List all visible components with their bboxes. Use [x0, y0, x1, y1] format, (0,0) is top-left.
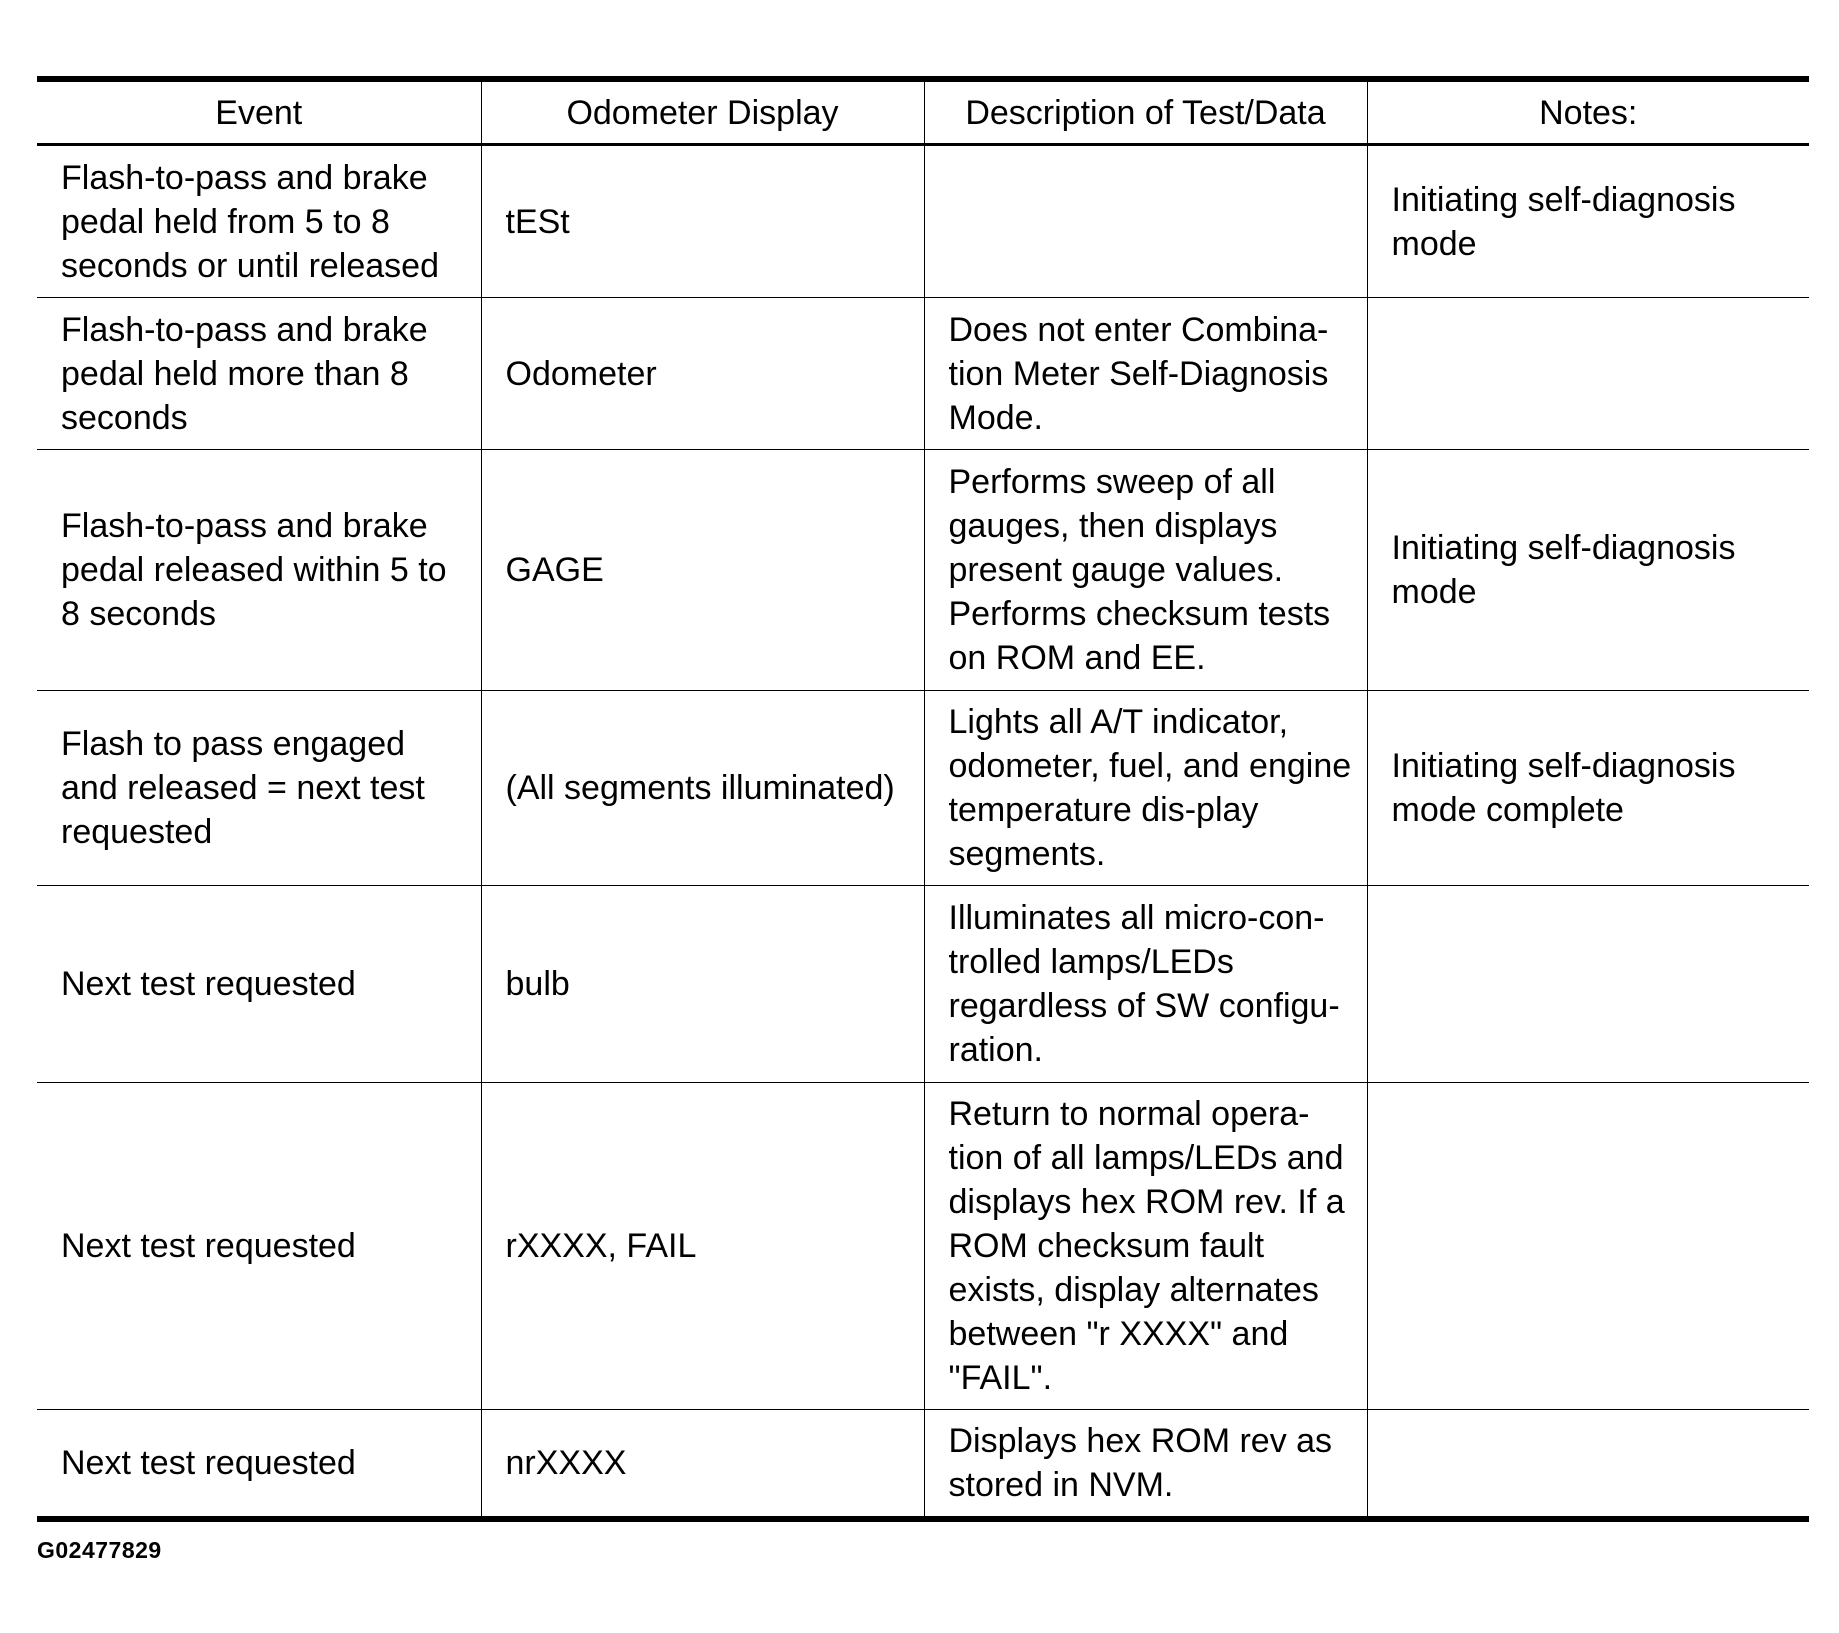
table-row	[37, 886, 1809, 1083]
cell-display: bulb	[481, 886, 924, 1083]
table-row	[37, 450, 1809, 691]
cell-notes	[1367, 1083, 1809, 1410]
cell-display: rXXXX, FAIL	[481, 1083, 924, 1410]
cell-description	[924, 145, 1367, 298]
cell-description: Performs sweep of all gauges, then displays present gauge values. Performs checksum tests on ROM and EE.	[924, 450, 1367, 691]
header-odometer-display: Odometer Display	[481, 79, 924, 145]
cell-notes: Initiating self-diagnosis mode complete	[1367, 691, 1809, 886]
cell-event: Next test requested	[37, 1410, 481, 1520]
figure-id: G02477829	[37, 1537, 162, 1563]
table-row	[37, 145, 1809, 298]
cell-display: tESt	[481, 145, 924, 298]
cell-description: Return to normal opera-tion of all lamps/LEDs and displays hex ROM rev. If a ROM checksum fault exists, display alternates between "r XXXX" and "FAIL".	[924, 1083, 1367, 1410]
header-description: Description of Test/Data	[924, 79, 1367, 145]
cell-display: nrXXXX	[481, 1410, 924, 1520]
table-row	[37, 691, 1809, 886]
cell-description: Does not enter Combina-tion Meter Self-Diagnosis Mode.	[924, 298, 1367, 450]
self-diagnosis-table	[37, 76, 1809, 1522]
table-row	[37, 1410, 1809, 1520]
header-event: Event	[37, 79, 481, 145]
table-row	[37, 298, 1809, 450]
cell-description: Lights all A/T indicator, odometer, fuel, and engine temperature dis-play segments.	[924, 691, 1367, 886]
cell-event: Flash-to-pass and brake pedal released within 5 to 8 seconds	[37, 450, 481, 691]
cell-event: Next test requested	[37, 886, 481, 1083]
cell-description: Illuminates all micro-con-trolled lamps/LEDs regardless of SW configu-ration.	[924, 886, 1367, 1083]
table-header-row	[37, 79, 1809, 145]
cell-display: (All segments illuminated)	[481, 691, 924, 886]
table-row	[37, 1083, 1809, 1410]
header-notes: Notes:	[1367, 79, 1809, 145]
cell-description: Displays hex ROM rev as stored in NVM.	[924, 1410, 1367, 1520]
cell-notes: Initiating self-diagnosis mode	[1367, 145, 1809, 298]
cell-event: Next test requested	[37, 1083, 481, 1410]
cell-event: Flash-to-pass and brake pedal held from 5 to 8 seconds or until released	[37, 145, 481, 298]
cell-notes: Initiating self-diagnosis mode	[1367, 450, 1809, 691]
cell-notes	[1367, 886, 1809, 1083]
cell-event: Flash to pass engaged and released = next test requested	[37, 691, 481, 886]
cell-display: GAGE	[481, 450, 924, 691]
cell-notes	[1367, 298, 1809, 450]
cell-notes	[1367, 1410, 1809, 1520]
cell-event: Flash-to-pass and brake pedal held more than 8 seconds	[37, 298, 481, 450]
cell-display: Odometer	[481, 298, 924, 450]
